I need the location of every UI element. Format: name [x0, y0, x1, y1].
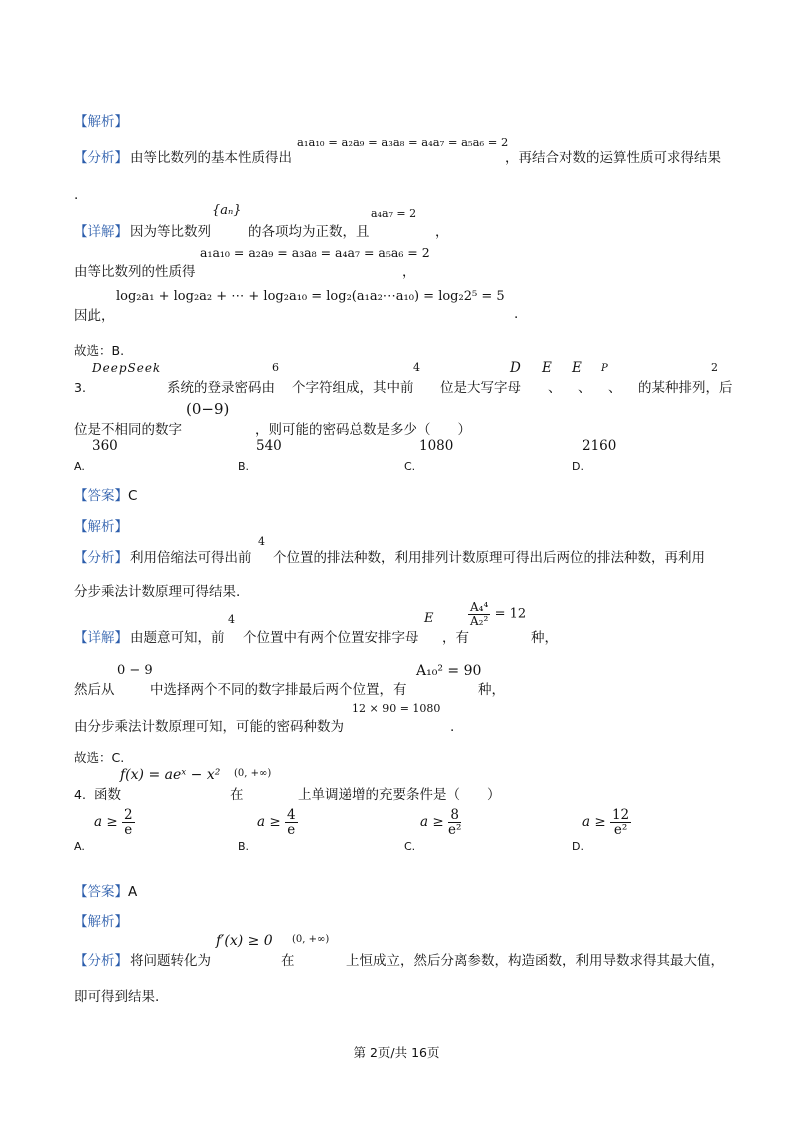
analysis-tail: ，再结合对数的运算性质可求得结果 — [505, 150, 721, 166]
option-a-value: 360 — [92, 438, 118, 454]
log-sum-period: . — [514, 306, 519, 322]
range-0-9: 0 − 9 — [117, 663, 153, 678]
q4-analysis-3: 上恒成立，然后分离参数，构造函数，利用导数求得其最大值， — [346, 953, 724, 969]
q3-detail-1: 由题意可知，前 — [130, 630, 225, 646]
option-c-label: C. — [404, 460, 416, 473]
q3-analysis-2: 个位置的排法种数，利用排列计数原理可得出后两位的排法种数，再利用 — [273, 550, 705, 566]
q4-option-d-den: e² — [613, 822, 628, 839]
q3-line2-tail: ，则可能的密码总数是多少（ ） — [255, 422, 471, 438]
q4-analysis-2: 在 — [281, 953, 295, 969]
choice-result-3: 故选：C. — [74, 750, 125, 765]
q3-detail-3: ，有 — [442, 630, 469, 646]
q4-option-c-frac — [448, 808, 461, 837]
detail-tag-3: 【详解】 — [74, 630, 128, 646]
analysis-tag-4: 【分析】 — [74, 953, 128, 969]
q4-option-b-frac — [285, 808, 298, 837]
function-definition: f(x) = aeˣ − x² — [120, 767, 221, 783]
q3-detail-l3-dot: . — [450, 719, 455, 735]
answer-tag-4: 【答案】 — [74, 884, 128, 900]
q3-detail-2: 个位置中有两个位置安排字母 — [243, 630, 419, 646]
q4-option-c-num: 8 — [450, 807, 459, 823]
analysis-heading: 【解析】 — [74, 114, 128, 130]
geometric-identity-formula: a₁a₁₀ = a₂a₉ = a₃a₈ = a₄a₇ = a₅a₆ = 2 — [297, 135, 509, 149]
log-sum-formula: log₂a₁ + log₂a₂ + ⋯ + log₂a₁₀ = log₂(a₁a₂⋯a₁₀) = log₂2⁵ = 5 — [116, 289, 505, 304]
ratio-result: = 12 — [494, 606, 527, 622]
question-number-3: 3. — [74, 380, 86, 395]
q3-detail-4: 种， — [531, 630, 558, 646]
fenxi-count-4: 4 — [258, 535, 265, 548]
analysis-text: 由等比数列的基本性质得出 — [130, 150, 292, 166]
detail-text-2: 的各项均为正数，且 — [248, 224, 370, 240]
detail-text-1: 因为等比数列 — [130, 224, 211, 240]
digit-range: (0−9) — [186, 400, 230, 418]
a44-over-a22 — [468, 601, 490, 627]
q3-detail-l2-2: 中选择两个不同的数字排最后两个位置，有 — [150, 682, 407, 698]
option-b-value: 540 — [256, 438, 282, 454]
q3-detail-l2-1: 然后从 — [74, 682, 115, 698]
q4-option-a-frac — [122, 808, 135, 837]
page-footer: 第 2页/共 16页 — [353, 1045, 440, 1060]
detail-comma: ， — [435, 224, 449, 240]
analysis-tag: 【分析】 — [74, 150, 128, 166]
q4-option-c — [420, 808, 461, 837]
question-number-4: 4. — [74, 787, 86, 802]
q3-analysis-line2: 分步乘法计数原理可得结果. — [74, 584, 241, 600]
q4-option-d-num: 12 — [611, 807, 630, 823]
option-b-label: B. — [238, 460, 250, 473]
q3-analysis-1: 利用倍缩法可得出前 — [130, 550, 252, 566]
char-count-6: 6 — [272, 361, 279, 374]
q4-option-a-num: 2 — [123, 807, 133, 823]
letter-e1: E — [542, 360, 552, 376]
product-formula: 12 × 90 = 1080 — [352, 702, 441, 715]
arrangement-ratio — [468, 601, 526, 627]
q3-detail-l2-3: 种， — [478, 682, 505, 698]
q4-option-d-label: D. — [572, 840, 584, 853]
property-text: 由等比数列的性质得 — [74, 264, 196, 280]
q3-text-3: 位是大写字母 — [440, 380, 521, 396]
separator-1: 、 — [548, 380, 562, 396]
q3-text-2: 个字符组成，其中前 — [292, 380, 414, 396]
q4-analysis-1: 将问题转化为 — [130, 953, 211, 969]
answer-tag-3: 【答案】 — [74, 488, 128, 504]
choice-result: 故选：B. — [74, 343, 125, 358]
condition-formula: a₄a₇ = 2 — [371, 207, 417, 220]
q4-option-d — [582, 808, 631, 837]
q4-text-1: 函数 — [94, 787, 121, 803]
a44-numerator: A₄⁴ — [470, 600, 489, 614]
answer-value-3: C — [128, 488, 138, 504]
analysis-heading-3: 【解析】 — [74, 519, 128, 535]
q3-line2: 位是不相同的数字 — [74, 422, 182, 438]
property-formula: a₁a₁₀ = a₂a₉ = a₃a₈ = a₄a₇ = a₅a₆ = 2 — [200, 245, 430, 260]
deepseek-label: DeepSeek — [92, 361, 162, 375]
analysis-tag-3: 【分析】 — [74, 550, 128, 566]
q4-option-c-den: e² — [447, 822, 462, 839]
q4-text-2: 在 — [230, 787, 244, 803]
domain-interval: (0, +∞) — [234, 768, 272, 779]
therefore-text: 因此， — [74, 308, 115, 324]
q3-text-4: 的某种排列，后 — [638, 380, 733, 396]
q4-option-d-lhs: a ≥ — [582, 813, 606, 830]
q4-option-b-label: B. — [238, 840, 250, 853]
letter-p: P — [601, 363, 608, 374]
q4-option-b-den: e — [287, 822, 296, 839]
option-a-label: A. — [74, 460, 85, 473]
option-c-value: 1080 — [419, 438, 454, 454]
q4-option-a-den: e — [124, 822, 133, 839]
analysis-heading-4: 【解析】 — [74, 914, 128, 930]
q4-option-a — [94, 808, 135, 837]
answer-value-4: A — [128, 884, 138, 900]
derivative-condition: f′(x) ≥ 0 — [216, 933, 273, 949]
q4-option-a-label: A. — [74, 840, 85, 853]
q4-option-c-lhs: a ≥ — [420, 813, 444, 830]
detail-tag: 【详解】 — [74, 224, 128, 240]
analysis-interval: (0, +∞) — [292, 934, 330, 945]
detail-letter-e: E — [424, 611, 434, 626]
q4-option-c-label: C. — [404, 840, 416, 853]
q3-text-1: 系统的登录密码由 — [167, 380, 275, 396]
q4-option-b — [257, 808, 298, 837]
q3-detail-l3: 由分步乘法计数原理可知，可能的密码种数为 — [74, 719, 344, 735]
separator-3: 、 — [608, 380, 622, 396]
option-d-value: 2160 — [582, 438, 617, 454]
a22-denominator: A₂² — [470, 613, 489, 628]
q4-option-d-frac — [610, 808, 631, 837]
detail-count-4: 4 — [228, 613, 235, 626]
q4-text-3: 上单调递增的充要条件是（ ） — [298, 787, 501, 803]
letter-e2: E — [572, 360, 582, 376]
property-comma: ， — [402, 264, 416, 280]
q4-option-a-lhs: a ≥ — [94, 813, 118, 830]
q4-analysis-line2: 即可得到结果. — [74, 989, 160, 1005]
letter-d: D — [510, 360, 521, 376]
sequence-symbol: {aₙ} — [212, 203, 242, 218]
suffix-count-2: 2 — [711, 361, 718, 374]
separator-2: 、 — [578, 380, 592, 396]
q4-option-b-num: 4 — [286, 807, 296, 823]
q4-option-b-lhs: a ≥ — [257, 813, 281, 830]
permutation-a10-2: A₁₀² = 90 — [416, 663, 482, 679]
option-d-label: D. — [572, 460, 584, 473]
trailing-period: . — [74, 187, 79, 203]
prefix-count-4: 4 — [413, 361, 420, 374]
